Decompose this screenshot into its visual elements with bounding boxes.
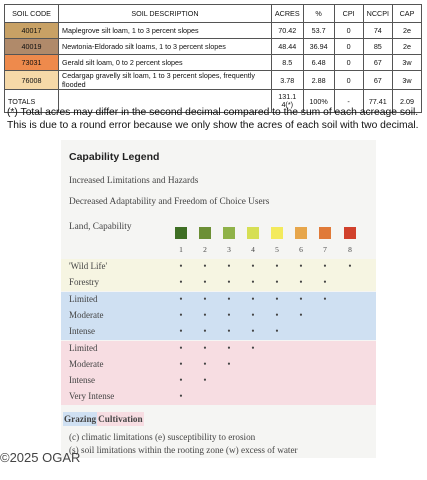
- capability-dot: •: [299, 309, 303, 320]
- use-label: Limited: [69, 342, 98, 353]
- soil-code-cell: 73031: [5, 55, 59, 71]
- capability-dot: •: [179, 326, 183, 337]
- capability-dot: •: [179, 293, 183, 304]
- soil-row: [5, 55, 422, 71]
- cap-cell: 2e: [393, 23, 422, 39]
- capability-dot: •: [323, 277, 327, 288]
- percent-cell: 6.48: [303, 55, 334, 71]
- acres-cell: 70.42: [271, 23, 303, 39]
- capability-dot: •: [275, 261, 279, 271]
- capability-dot: •: [275, 326, 279, 337]
- totals-label: TOTALS: [5, 90, 59, 113]
- use-label: Intense: [69, 375, 95, 386]
- class-7-swatch: [319, 227, 331, 239]
- capability-dot: •: [251, 309, 255, 320]
- totals-nccpi: 77.41: [363, 90, 392, 113]
- capability-dot: •: [179, 277, 183, 288]
- class-number: 5: [275, 245, 279, 254]
- nccpi-cell: 67: [363, 71, 392, 90]
- capability-dot: •: [203, 293, 207, 304]
- col-percent: %: [303, 5, 334, 23]
- soil-description-cell: Maplegrove silt loam, 1 to 3 percent slopes: [59, 23, 272, 39]
- soil-row: [5, 39, 422, 55]
- col-soil-code: SOIL CODE: [5, 5, 59, 23]
- cpi-cell: 0: [334, 39, 363, 55]
- class-1-swatch: [175, 227, 187, 239]
- capability-dot: •: [203, 375, 207, 386]
- capability-dot: •: [227, 261, 231, 271]
- col-nccpi: NCCPI: [363, 5, 392, 23]
- rounding-note: (*) Total acres may differ in the second decimal compared to the sum of each acreage soil. This is due to a round error because we only show the acres of each soil with two decimal.: [7, 107, 419, 131]
- use-label: Moderate: [69, 309, 104, 320]
- capability-dot: •: [323, 293, 327, 304]
- cultivation-tag: Cultivation: [98, 414, 143, 424]
- capability-dot: •: [203, 309, 207, 320]
- table-header-row: [5, 5, 422, 23]
- capability-dot: •: [299, 293, 303, 304]
- col-cpi: CPI: [334, 5, 363, 23]
- use-row: [61, 341, 376, 357]
- legend-adaptability-line: Decreased Adaptability and Freedom of Choice Users: [69, 197, 270, 207]
- nccpi-cell: 74: [363, 23, 392, 39]
- capability-dot: •: [179, 358, 183, 369]
- percent-cell: 2.88: [303, 71, 334, 90]
- capability-dot: •: [251, 326, 255, 337]
- capability-dot: •: [275, 277, 279, 288]
- col-soil-description: SOIL DESCRIPTION: [59, 5, 272, 23]
- class-number: 7: [323, 245, 327, 254]
- class-number: 4: [251, 245, 255, 254]
- soil-description-cell: Gerald silt loam, 0 to 2 percent slopes: [59, 55, 272, 71]
- capability-legend: [61, 140, 376, 458]
- use-row: [61, 357, 376, 373]
- totals-acres: 131.1 4(*): [271, 90, 303, 113]
- capability-dot: •: [227, 358, 231, 369]
- class-8-swatch: [344, 227, 356, 239]
- capability-dot: •: [299, 261, 303, 271]
- capability-dot: •: [299, 277, 303, 288]
- land-capability-label: Land, Capability: [69, 222, 132, 232]
- capability-dot: •: [251, 293, 255, 304]
- capability-dot: •: [203, 342, 207, 353]
- cap-cell: 3w: [393, 71, 422, 90]
- capability-dot: •: [203, 261, 207, 271]
- use-label: Forestry: [69, 277, 99, 288]
- cpi-cell: 0: [334, 55, 363, 71]
- totals-percent: 100%: [303, 90, 334, 113]
- copyright-watermark: ©2025 OGAR: [0, 450, 81, 465]
- cpi-cell: 0: [334, 71, 363, 90]
- capability-dot: •: [227, 342, 231, 353]
- use-row: [61, 292, 376, 308]
- soil-code-cell: 40017: [5, 23, 59, 39]
- use-label: Intense: [69, 326, 95, 337]
- footnote-climatic: (c) climatic limitations (e) susceptibility to erosion: [69, 432, 256, 442]
- capability-dot: •: [275, 309, 279, 320]
- class-number: 6: [299, 245, 303, 254]
- use-row: [61, 308, 376, 324]
- acres-cell: 3.78: [271, 71, 303, 90]
- soil-row: [5, 71, 422, 90]
- capability-dot: •: [179, 342, 183, 353]
- capability-dot: •: [203, 326, 207, 337]
- legend-limitations-line: Increased Limitations and Hazards: [69, 176, 199, 186]
- soil-description-cell: Cedargap gravelly silt loam, 1 to 3 percent slopes, frequently flooded: [59, 71, 272, 90]
- soil-row: [5, 23, 422, 39]
- class-2-swatch: [199, 227, 211, 239]
- col-cap: CAP: [393, 5, 422, 23]
- acres-cell: 8.5: [271, 55, 303, 71]
- capability-dot: •: [179, 375, 183, 386]
- use-row: [61, 275, 376, 291]
- capability-dot: •: [179, 309, 183, 320]
- use-label: Moderate: [69, 358, 104, 369]
- capability-dot: •: [323, 261, 327, 271]
- class-6-swatch: [295, 227, 307, 239]
- cap-cell: 2e: [393, 39, 422, 55]
- soil-code-cell: 40019: [5, 39, 59, 55]
- capability-dot: •: [179, 391, 183, 402]
- col-acres: ACRES: [271, 5, 303, 23]
- grazing-tag: Grazing: [64, 414, 97, 424]
- capability-dot: •: [251, 277, 255, 288]
- capability-dot: •: [227, 293, 231, 304]
- capability-dot: •: [275, 293, 279, 304]
- grazing-cultivation-tags: [63, 414, 144, 424]
- capability-dot: •: [179, 261, 183, 271]
- nccpi-cell: 67: [363, 55, 392, 71]
- capability-dot: •: [227, 277, 231, 288]
- capability-dot: •: [251, 342, 255, 353]
- legend-title: Capability Legend: [69, 151, 160, 163]
- soil-description-cell: Newtonia-Eldorado silt loams, 1 to 3 percent slopes: [59, 39, 272, 55]
- use-row: [61, 259, 376, 275]
- class-number: 2: [203, 245, 207, 254]
- use-row: [61, 389, 376, 405]
- capability-dot: •: [203, 277, 207, 288]
- footnote-soil: (s) soil limitations within the rooting zone (w) excess of water: [69, 445, 298, 455]
- acres-cell: 48.44: [271, 39, 303, 55]
- use-label: Limited: [69, 293, 98, 304]
- totals-cap: 2.09: [393, 90, 422, 113]
- capability-dot: •: [251, 261, 255, 271]
- class-4-swatch: [247, 227, 259, 239]
- cap-cell: 3w: [393, 55, 422, 71]
- soil-table: [4, 4, 422, 113]
- capability-dot: •: [348, 261, 352, 271]
- soil-code-cell: 76008: [5, 71, 59, 90]
- cpi-cell: 0: [334, 23, 363, 39]
- class-5-swatch: [271, 227, 283, 239]
- class-number: 8: [348, 245, 352, 254]
- capability-dot: •: [227, 309, 231, 320]
- class-3-swatch: [223, 227, 235, 239]
- use-row: [61, 324, 376, 340]
- percent-cell: 36.94: [303, 39, 334, 55]
- class-number: 3: [227, 245, 231, 254]
- capability-dot: •: [227, 326, 231, 337]
- capability-dot: •: [203, 358, 207, 369]
- percent-cell: 53.7: [303, 23, 334, 39]
- use-row: [61, 373, 376, 389]
- totals-cpi: -: [334, 90, 363, 113]
- use-label: Very Intense: [69, 391, 115, 402]
- use-label: 'Wild Life': [69, 261, 108, 271]
- class-number: 1: [179, 245, 183, 254]
- nccpi-cell: 85: [363, 39, 392, 55]
